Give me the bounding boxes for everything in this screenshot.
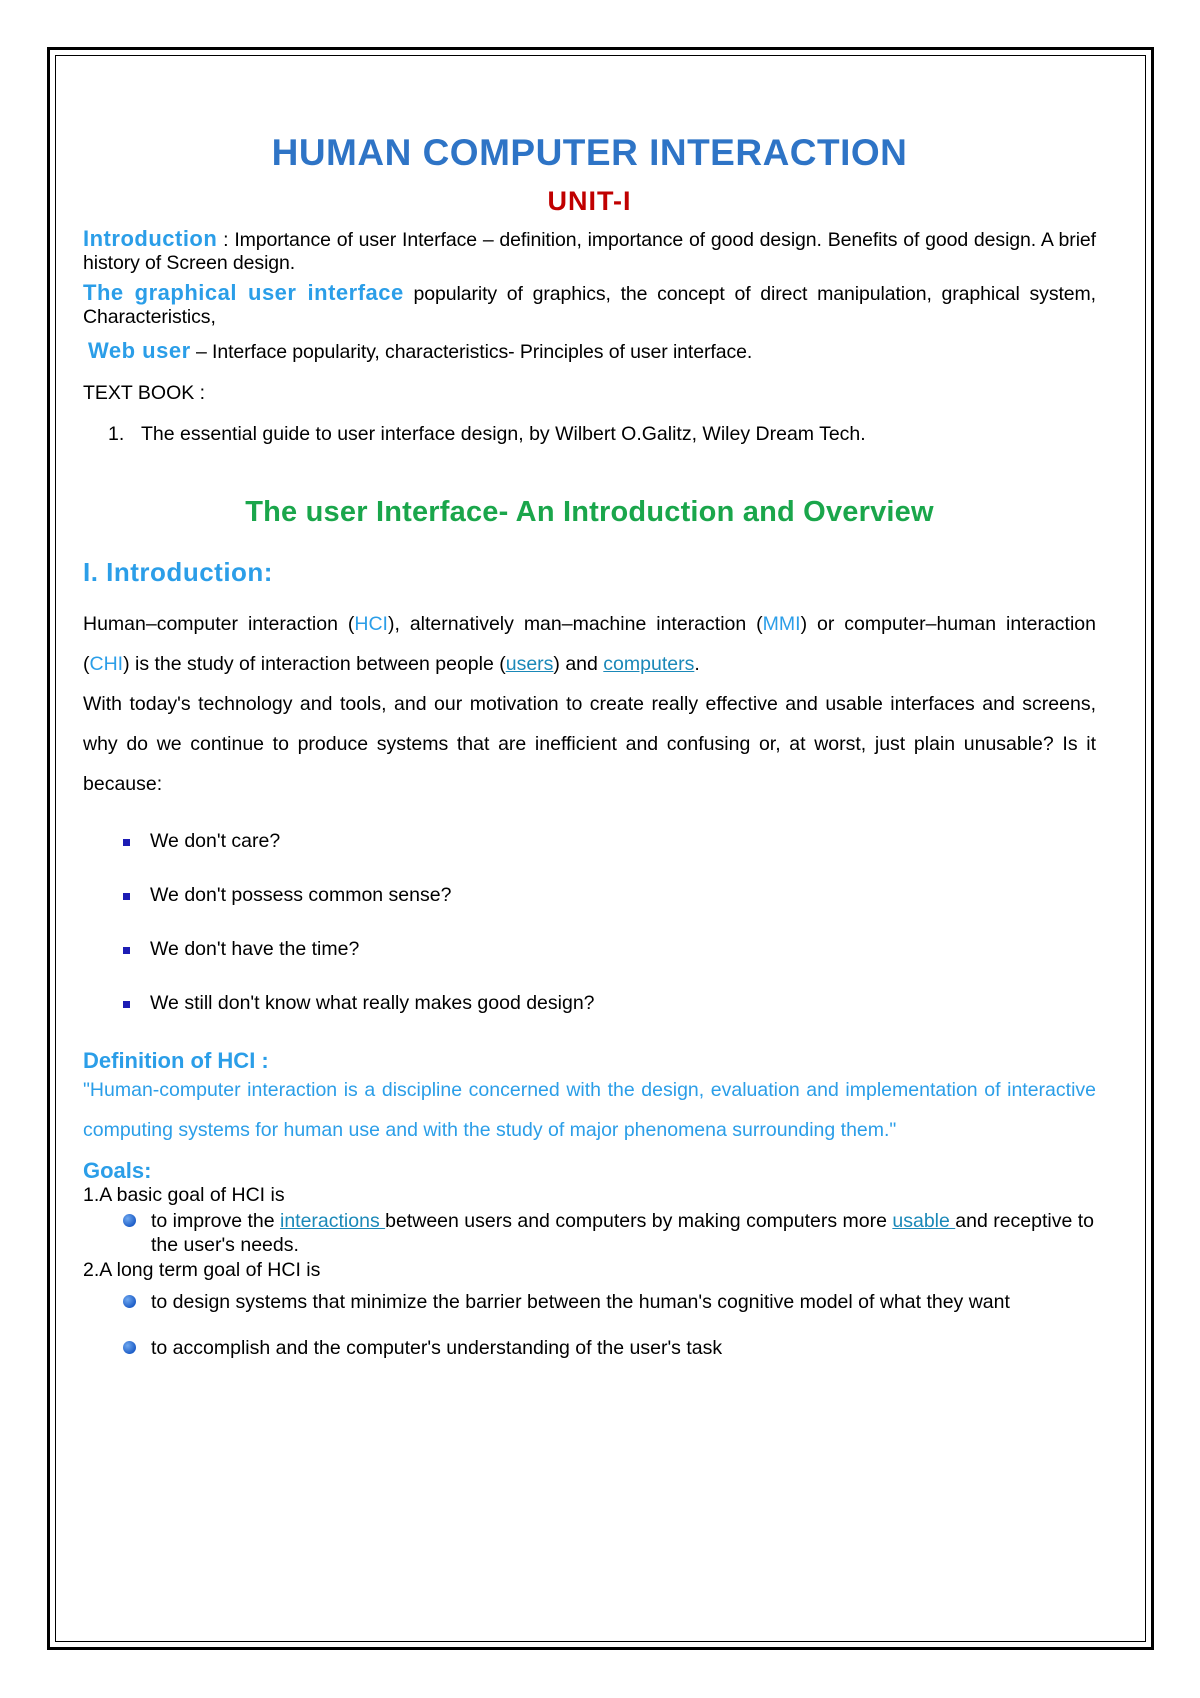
intro-paragraph-2: With today's technology and tools, and our motivation to create really effective and usable interfaces and screens, why do we continue to produce systems that are inefficient and confusing or, at worst, just plain unusable? Is it because: [83,693,1096,795]
definition-text: "Human-computer interaction is a discipline concerned with the design, evaluation and implementation of interactive computing systems for human use and with the study of major phenomena surrounding them." [83,1079,1096,1141]
text-span: ), alternatively man–machine interaction ( [387,613,763,635]
document-title: HUMAN COMPUTER INTERACTION [271,132,908,173]
goal-2-label: 2.A long term goal of HCI is [83,1259,321,1281]
square-bullet-icon [123,947,130,954]
bullet-dot-icon [123,1341,136,1354]
list-item [123,1328,1096,1368]
list-item-text: We still don't know what really makes good design? [150,992,595,1014]
textbook-text: The essential guide to user interface design, by Wilbert O.Galitz, Wiley Dream Tech. [141,423,866,445]
bullet-dot-icon [123,1295,136,1308]
list-item [123,868,1096,922]
text-span: ) or computer–human interaction ( [83,613,1096,675]
syllabus-text: : Importance of user Interface – definition, importance of good design. Benefits of good design. A brief history of Screen design. [83,229,1096,274]
goals-heading: Goals: [83,1158,152,1183]
list-item-text: to design systems that minimize the barrier between the human's cognitive model of what they want [151,1291,1010,1313]
list-item-text: to accomplish and the computer's understanding of the user's task [151,1337,723,1359]
chi-abbr: CHI [89,653,124,675]
syllabus-text: – Interface popularity, characteristics- Principles of user interface. [190,341,753,363]
text-span: between users and computers by making computers more [385,1210,893,1232]
list-item [123,976,1096,1030]
computers-link[interactable]: computers [603,653,695,675]
syllabus-gui [83,281,1096,329]
list-number: 1. [108,423,125,445]
usable-link[interactable]: usable [892,1210,956,1232]
syllabus-keyword: Web user [88,338,191,363]
unit-heading: UNIT-I [547,186,632,216]
square-bullet-icon [123,1001,130,1008]
mmi-abbr: MMI [762,613,801,635]
list-item-text: We don't possess common sense? [150,884,452,906]
section-title: The user Interface- An Introduction and Overview [245,496,934,528]
list-item-text: We don't care? [150,830,281,852]
intro-heading: I. Introduction: [83,557,273,587]
text-span: ) and [553,653,604,675]
question-list [83,814,1096,1030]
hci-abbr: HCI [354,613,388,635]
interactions-link[interactable]: interactions [279,1210,386,1232]
textbook-item [83,423,1096,446]
syllabus-text: popularity of graphics, the concept of direct manipulation, graphical system, Characteristics, [83,283,1097,328]
text-span: ) is the study of interaction between people ( [123,653,506,675]
goal-2-list [83,1282,1096,1368]
list-item [123,1282,1096,1322]
text-span: Human–computer interaction ( [83,613,355,635]
bullet-dot-icon [123,1214,136,1227]
syllabus-web [83,339,1096,364]
textbook-label: TEXT BOOK : [83,382,206,404]
list-item [123,922,1096,976]
syllabus-introduction [83,227,1096,275]
syllabus-keyword: Introduction [83,226,218,251]
square-bullet-icon [123,839,130,846]
list-item [123,814,1096,868]
users-link[interactable]: users [505,653,554,675]
syllabus-keyword: The graphical user interface [83,280,404,305]
goal-1-list [83,1209,1096,1257]
intro-paragraph-1 [83,604,1096,684]
list-item [123,1209,1096,1257]
text-span: . [694,653,700,675]
document-body [83,128,1096,1368]
list-item-text: We don't have the time? [150,938,360,960]
text-span: and receptive to the user's needs. [151,1210,1095,1256]
goal-1-label: 1.A basic goal of HCI is [83,1184,285,1206]
definition-heading: Definition of HCI : [83,1048,269,1073]
text-span: to improve the [151,1210,280,1232]
square-bullet-icon [123,893,130,900]
